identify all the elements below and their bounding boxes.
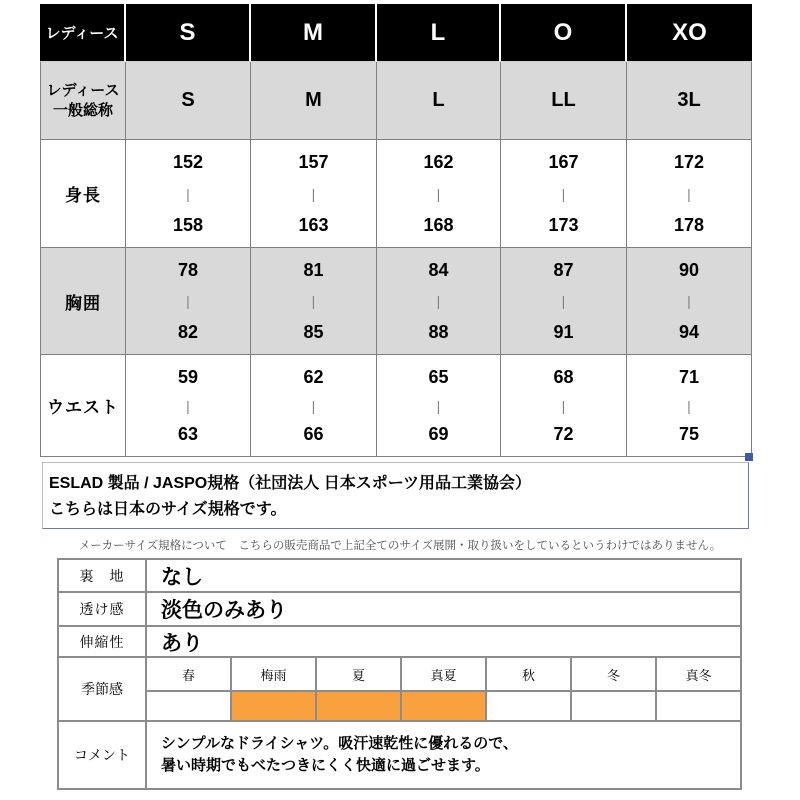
general-size-label-line2: 一般総称 <box>52 101 113 119</box>
range-max: 168 <box>423 215 454 235</box>
general-size-row-label <box>40 62 126 140</box>
spec-label-stretch: 伸縮性 <box>59 627 145 656</box>
range-min: 81 <box>303 260 324 280</box>
range-min: 71 <box>678 367 700 387</box>
season-header-midwinter: 真冬 <box>657 658 740 690</box>
chest-range-cell <box>377 248 501 355</box>
chest-range-cell <box>126 248 251 355</box>
waist-range-cell <box>501 355 627 457</box>
range-separator: | <box>436 397 441 414</box>
range-min: 62 <box>303 367 324 387</box>
season-cell-winter <box>572 692 655 720</box>
height-range-cell <box>501 140 627 248</box>
range-min: 65 <box>428 367 449 387</box>
season-cell-autumn <box>487 692 570 720</box>
height-range-cell <box>377 140 501 248</box>
season-header-rainy: 梅雨 <box>232 658 315 690</box>
range-max: 72 <box>553 424 574 444</box>
height-row-label: 身長 <box>40 140 126 248</box>
chest-range-cell <box>501 248 627 355</box>
range-max: 85 <box>303 322 324 342</box>
spec-value-sheerness: 淡色のみあり <box>147 593 740 625</box>
range-separator: | <box>687 293 691 309</box>
range-max: 163 <box>298 215 329 235</box>
size-chart-corner-label: レディース <box>40 4 126 62</box>
general-size-cell: 3L <box>627 62 752 140</box>
height-range-cell <box>251 140 377 248</box>
comment-line2: 暑い時期でもべたつきにくく快適に過ごせます。 <box>161 757 490 774</box>
range-max: 69 <box>428 424 449 444</box>
season-cell-midwinter <box>657 692 740 720</box>
range-separator: | <box>186 185 190 202</box>
range-min: 172 <box>673 152 705 172</box>
size-column-header: O <box>501 4 627 62</box>
range-max: 91 <box>553 322 574 342</box>
range-separator: | <box>311 293 316 309</box>
range-separator: | <box>561 293 566 309</box>
maker-size-disclaimer: メーカーサイズ規格について こちらの販売商品で上記全てのサイズ展開・取り扱いをしているというわけではありません。 <box>78 540 722 552</box>
range-separator: | <box>436 293 441 309</box>
waist-range-cell <box>251 355 377 457</box>
season-header-summer: 夏 <box>317 658 400 690</box>
range-max: 66 <box>303 424 324 444</box>
waist-range-cell <box>377 355 501 457</box>
general-size-cell: M <box>251 62 377 140</box>
range-separator: | <box>561 185 566 202</box>
chest-row-label: 胸囲 <box>40 248 126 355</box>
size-column-header: XO <box>627 4 752 62</box>
range-max: 63 <box>177 424 199 444</box>
standards-note-box <box>42 462 749 529</box>
season-cell-rainy-highlighted <box>232 692 315 720</box>
size-column-header: S <box>126 4 251 62</box>
season-header-spring: 春 <box>147 658 230 690</box>
waist-row-label: ウエスト <box>40 355 126 457</box>
range-separator: | <box>311 185 316 202</box>
spec-label-season: 季節感 <box>59 658 145 720</box>
season-cell-midsummer-highlighted <box>402 692 485 720</box>
range-separator: | <box>436 185 441 202</box>
range-min: 59 <box>177 367 199 387</box>
chest-range-cell <box>251 248 377 355</box>
standards-note-line1: ESLAD 製品 / JASPO規格（社団法人 日本スポーツ用品工業協会） <box>49 475 532 492</box>
height-range-cell <box>126 140 251 248</box>
standards-note-line2: こちらは日本のサイズ規格です。 <box>49 501 287 518</box>
season-header-winter: 冬 <box>572 658 655 690</box>
spec-label-comment: コメント <box>59 722 145 788</box>
range-min: 78 <box>177 260 199 280</box>
waist-range-cell <box>627 355 752 457</box>
range-min: 84 <box>428 260 449 280</box>
spec-label-sheerness: 透け感 <box>59 593 145 625</box>
selection-handle-marker <box>745 453 753 461</box>
range-min: 68 <box>553 367 574 387</box>
comment-line1: シンプルなドライシャツ。吸汗速乾性に優れるので、 <box>161 735 518 752</box>
season-cell-spring <box>147 692 230 720</box>
chest-range-cell <box>627 248 752 355</box>
size-column-header: L <box>377 4 501 62</box>
spec-label-lining: 裏 地 <box>59 560 145 591</box>
season-header-midsummer: 真夏 <box>402 658 485 690</box>
spec-value-stretch: あり <box>147 627 740 656</box>
range-max: 88 <box>428 322 449 342</box>
general-size-cell: S <box>126 62 251 140</box>
season-cell-summer-highlighted <box>317 692 400 720</box>
range-separator: | <box>687 397 691 414</box>
product-spec-table <box>57 558 742 790</box>
range-separator: | <box>561 397 566 414</box>
height-range-cell <box>627 140 752 248</box>
waist-range-cell <box>126 355 251 457</box>
range-separator: | <box>687 185 691 202</box>
range-separator: | <box>311 397 316 414</box>
range-min: 90 <box>678 260 700 280</box>
range-separator: | <box>186 397 190 414</box>
spec-comment-text <box>147 722 740 788</box>
range-max: 158 <box>172 215 204 235</box>
range-min: 152 <box>172 152 204 172</box>
range-min: 162 <box>423 152 454 172</box>
range-max: 173 <box>548 215 579 235</box>
range-min: 167 <box>548 152 579 172</box>
size-column-header: M <box>251 4 377 62</box>
size-chart-table <box>40 4 752 457</box>
season-header-autumn: 秋 <box>487 658 570 690</box>
spec-value-lining: なし <box>147 560 740 591</box>
range-max: 178 <box>673 215 705 235</box>
range-min: 157 <box>298 152 329 172</box>
range-max: 94 <box>678 322 700 342</box>
range-max: 75 <box>678 424 700 444</box>
general-size-label-line1: レディース <box>46 81 120 99</box>
general-size-cell: L <box>377 62 501 140</box>
range-max: 82 <box>177 322 199 342</box>
range-min: 87 <box>553 260 574 280</box>
range-separator: | <box>186 293 190 309</box>
general-size-cell: LL <box>501 62 627 140</box>
